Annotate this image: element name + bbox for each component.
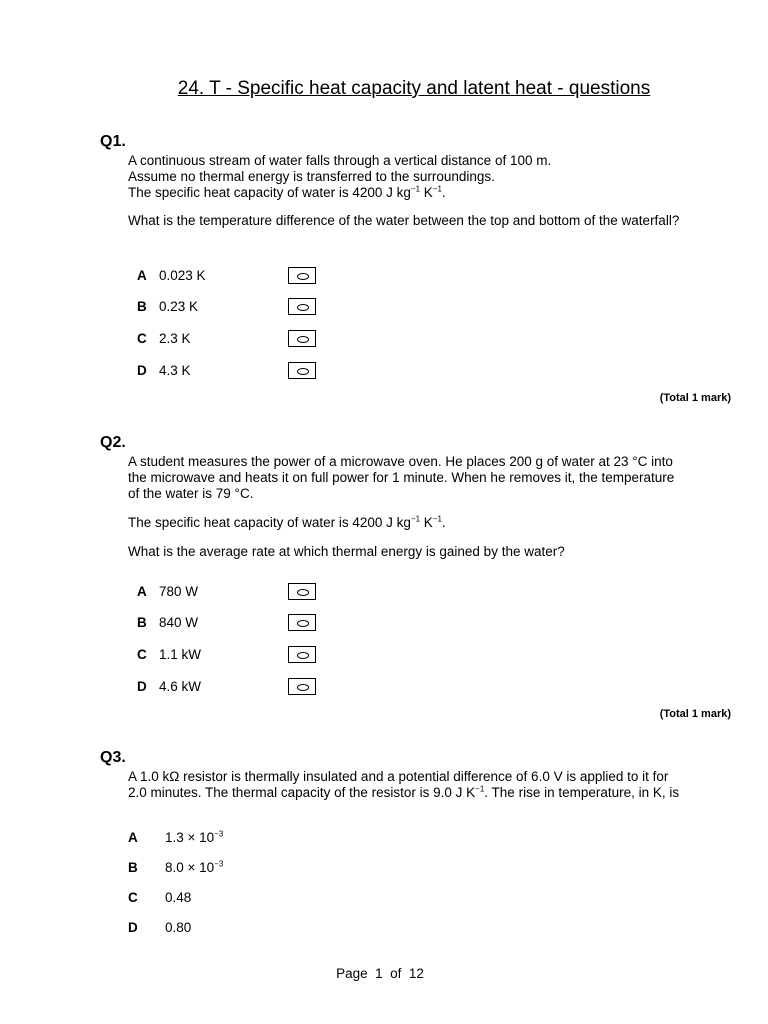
question-2-intro: A student measures the power of a microwave oven. He places 200 g of water at 23 °C into the microwave and heats it on full power for 1 minute. When he removes it, the temperature of the water is 79 °C. bbox=[128, 454, 675, 501]
question-1-prompt: What is the temperature difference of the water between the top and bottom of the waterfall? bbox=[128, 213, 680, 228]
question-2-prompt: What is the average rate at which thermal energy is gained by the water? bbox=[128, 544, 565, 559]
answer-box-q1-d[interactable] bbox=[288, 362, 316, 379]
page-title: 24. T - Specific heat capacity and latent heat - questions bbox=[177, 78, 651, 99]
question-1-label: Q1. bbox=[100, 133, 126, 150]
question-1-line-3: The specific heat capacity of water is 4200 J $kg^{-1}$ $K^{-1}$. bbox=[128, 184, 446, 200]
answer-oval-icon bbox=[297, 589, 309, 596]
question-1-stem bbox=[128, 153, 708, 201]
answer-oval-icon bbox=[297, 336, 309, 343]
answer-oval-icon bbox=[297, 304, 309, 311]
answer-box-q2-d[interactable] bbox=[288, 678, 316, 695]
answer-oval-icon bbox=[297, 273, 309, 280]
question-1-line-2: Assume no thermal energy is transferred to the surroundings. bbox=[128, 169, 495, 184]
question-1-total: (Total 1 mark) bbox=[659, 392, 731, 404]
exam-page: 24. T - Specific heat capacity and latent heat - questions Q1. A continuous stream of water falls through a vertical distance of 100 m. Assume no thermal energy is transferred to the surroundings. The specific heat capacity of water is 4200 J $kg^{-1}$ $K^{-1}$. What is the temperature difference of the water between the top and bottom of the waterfall? A 0.023 K B 0.23 K C 2.3 K D 4.3 K (Total 1 mark) Q2. A student measures the power of a microwave oven. He places 200 g of water at 23 °C into the microwave and heats it on full power for 1 minute. When he removes it, the temperature of the water is 79 °C. The specific heat capacity of water is 4200 J $kg^{-1}$ $K^{-1}$. What is the average rate at which thermal energy is gained by the water? A 780 W B 840 W C 1.1 kW D 4.6 kW (Total 1 mark) Q3. A 1.0 kΩ resistor is thermally insulated and a potential difference of 6.0 V is applied to it for 2.0 minutes. The thermal capacity of the resistor is 9.0 J $K^{-1}$. The rise in temperature, in K, is A $1.3 \times 10^{-3}$ B $8.0 \times 10^{-3}$ C 0.48 D 0.80 Page 1 of 12 bbox=[0, 0, 768, 1024]
answer-oval-icon bbox=[297, 368, 309, 375]
answer-box-q2-a[interactable] bbox=[288, 583, 316, 600]
question-1-line-1: A continuous stream of water falls through a vertical distance of 100 m. bbox=[128, 153, 552, 168]
answer-box-q1-a[interactable] bbox=[288, 267, 316, 284]
answer-box-q2-b[interactable] bbox=[288, 614, 316, 631]
page-number: Page 1 of 12 bbox=[336, 966, 424, 981]
question-3-label: Q3. bbox=[100, 749, 126, 766]
question-3-intro: A 1.0 kΩ resistor is thermally insulated and a potential difference of 6.0 V is applied to it for 2.0 minutes. The thermal capacity of the resistor is 9.0 J $K^{-1}$. The rise in temperature, in K, is bbox=[128, 769, 680, 800]
answer-box-q2-c[interactable] bbox=[288, 646, 316, 663]
answer-box-q1-c[interactable] bbox=[288, 330, 316, 347]
answer-box-q1-b[interactable] bbox=[288, 298, 316, 315]
answer-oval-icon bbox=[297, 684, 309, 691]
question-2-shc: The specific heat capacity of water is 4200 J $kg^{-1}$ $K^{-1}$. bbox=[128, 514, 446, 530]
answer-oval-icon bbox=[297, 620, 309, 627]
question-2-label: Q2. bbox=[100, 434, 126, 451]
question-2-total: (Total 1 mark) bbox=[659, 708, 731, 720]
answer-oval-icon bbox=[297, 652, 309, 659]
